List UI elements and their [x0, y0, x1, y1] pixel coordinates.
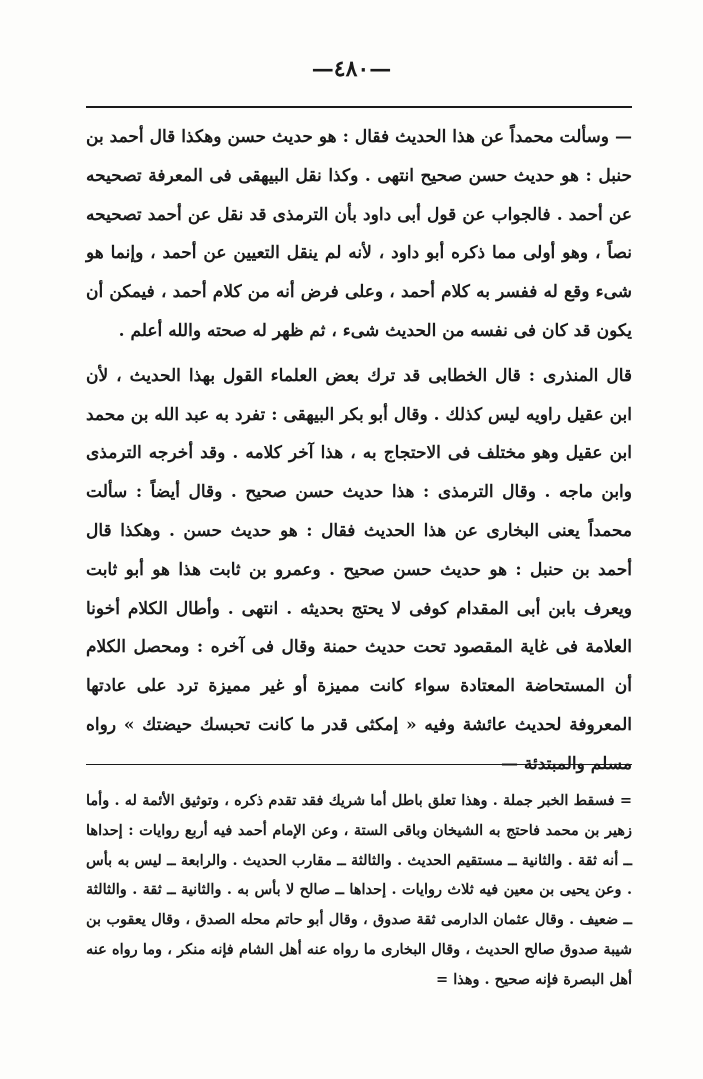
page-number: —٤٨٠—	[311, 56, 392, 82]
footnote-paragraph: = فسقط الخبر جملة . وهذا تعلق باطل أما شريك فقد تقدم ذكره ، وتوثيق الأئمة له . وأما زهير بن محمد فاحتج به الشيخان وباقى الستة ، وعن الإمام أحمد فيه أربع روايات : إحداها ــ أنه ثقة . والثانية ــ مستقيم الحديث . والثالثة ــ مقارب الحديث . والرابعة ــ ليس به بأس . وعن يحيى بن معين فيه ثلاث روايات . إحداها ــ صالح لا بأس به . والثانية ــ ثقة . والثالثة ــ ضعيف . وقال عثمان الدارمى ثقة صدوق ، وقال أبو حاتم محله الصدق ، وقال يعقوب بن شيبة صدوق صالح الحديث ، وقال البخارى ما رواه عنه أهل الشام فإنه منكر ، وما رواه عنه أهل البصرة فإنه صحيح . وهذا =	[86, 792, 632, 988]
header-rule	[86, 106, 632, 108]
main-text-body	[86, 118, 632, 784]
footnote-rule	[86, 764, 632, 765]
footnote-body	[86, 786, 632, 995]
main-paragraph-1: — وسألت محمداً عن هذا الحديث فقال : هو حديث حسن وهكذا قال أحمد بن حنبل : هو حديث حسن صحيح انتهى . وكذا نقل البيهقى فى المعرفة تصحيحه عن أحمد . فالجواب عن قول أبى داود بأن الترمذى قد نقل عن أحمد تصحيحه نصاً ، وهو أولى مما ذكره أبو داود ، لأنه لم ينقل التعيين عن أحمد ، وإنما هو شىء وقع له ففسر به كلام أحمد ، وعلى فرض أنه من كلام أحمد ، فيمكن أن يكون قد كان فى نفسه من الحديث شىء ، ثم ظهر له صحته والله أعلم .	[86, 127, 632, 341]
main-paragraph-2: قال المنذرى : قال الخطابى قد ترك بعض العلماء القول بهذا الحديث ، لأن ابن عقيل راويه ليس كذلك . وقال أبو بكر البيهقى : تفرد به عبد الله بن محمد ابن عقيل وهو مختلف فى الاحتجاج به ، هذا آخر كلامه . وقد أخرجه الترمذى وابن ماجه . وقال الترمذى : هذا حديث حسن صحيح . وقال أيضاً : سألت محمداً يعنى البخارى عن هذا الحديث فقال : هو حديث حسن . وهكذا قال أحمد بن حنبل : هو حديث حسن صحيح . وعمرو بن ثابت هذا هو أبو ثابت ويعرف بابن أبى المقدام كوفى لا يحتج بحديثه . انتهى . وأطال الكلام أخونا العلامة فى غاية المقصود تحت حديث حمنة وقال فى آخره : ومحصل الكلام أن المستحاضة المعتادة سواء كانت مميزة أو غير مميزة ترد على عادتها المعروفة لحديث عائشة وفيه « إمكثى قدر ما كانت تحبسك حيضتك » رواه مسلم والمبتدئة —	[86, 365, 632, 774]
